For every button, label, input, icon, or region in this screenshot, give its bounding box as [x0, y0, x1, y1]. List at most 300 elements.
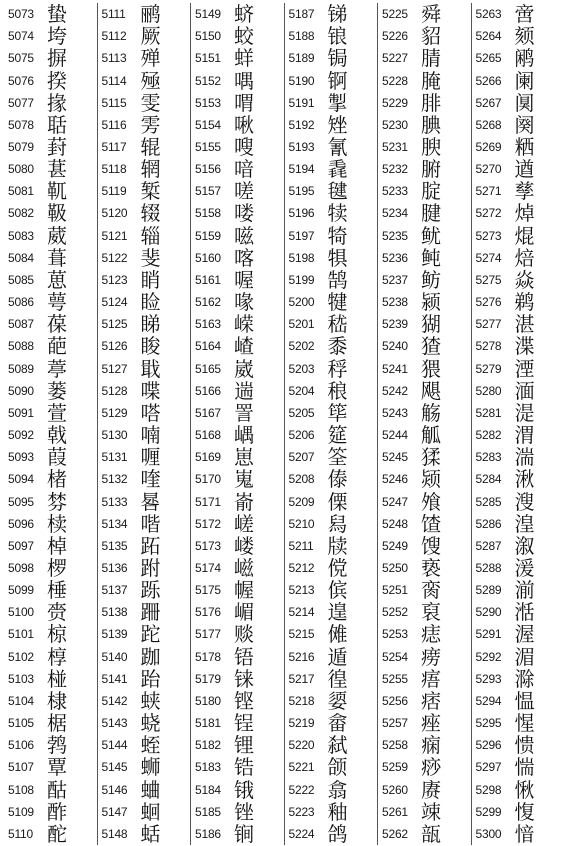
- entry-character: 裒: [421, 600, 441, 625]
- entry-character: 稃: [327, 356, 348, 381]
- entry-character: 椁: [47, 644, 67, 669]
- entry-number: 5184: [195, 782, 221, 797]
- entry-number: 5098: [8, 560, 34, 575]
- entry-character: 腑: [421, 157, 441, 182]
- list-item: [382, 823, 471, 845]
- entry-number: 5270: [475, 162, 502, 177]
- entry-number: 5220: [288, 738, 315, 753]
- entry-character: 腚: [421, 179, 441, 204]
- entry-number: 5083: [8, 228, 34, 243]
- entry-character: 蛰: [47, 2, 67, 27]
- list-item: [195, 47, 284, 69]
- entry-character: 湟: [514, 511, 535, 536]
- entry-character: 跎: [140, 622, 161, 647]
- list-item: [289, 690, 378, 712]
- entry-character: 掣: [327, 90, 348, 115]
- list-item: [382, 756, 471, 778]
- entry-number: 5079: [8, 140, 34, 155]
- list-item: [476, 402, 565, 424]
- entry-character: 湮: [514, 356, 535, 381]
- entry-character: 舄: [327, 511, 348, 536]
- entry-character: 崽: [234, 445, 254, 470]
- entry-number: 5141: [101, 671, 128, 686]
- list-item: [102, 623, 191, 645]
- entry-character: 垮: [47, 24, 67, 49]
- entry-character: 晷: [140, 489, 161, 514]
- entry-number: 5147: [101, 804, 128, 819]
- character-column: [285, 3, 379, 845]
- entry-number: 5166: [195, 383, 221, 398]
- list-item: [8, 225, 97, 247]
- entry-number: 5092: [8, 428, 34, 443]
- list-item: [476, 823, 565, 845]
- entry-character: 椋: [47, 622, 67, 647]
- entry-number: 5241: [382, 361, 408, 376]
- list-item: [476, 3, 565, 25]
- list-item: [102, 202, 191, 224]
- list-item: [476, 47, 565, 69]
- entry-character: 辎: [140, 223, 161, 248]
- entry-number: 5261: [382, 804, 408, 819]
- list-item: [8, 402, 97, 424]
- list-item: [476, 247, 565, 269]
- entry-character: 跚: [140, 600, 161, 625]
- entry-character: 傧: [327, 578, 348, 603]
- entry-number: 5248: [382, 516, 408, 531]
- entry-number: 5076: [8, 73, 34, 88]
- list-item: [289, 601, 378, 623]
- entry-character: 蛞: [140, 821, 161, 846]
- entry-character: 鱿: [421, 223, 441, 248]
- list-item: [476, 313, 565, 335]
- entry-number: 5174: [195, 560, 221, 575]
- entry-number: 5163: [195, 317, 221, 332]
- list-item: [476, 513, 565, 535]
- entry-number: 5093: [8, 450, 34, 465]
- entry-character: 矬: [327, 112, 348, 137]
- entry-character: 鹁: [47, 733, 67, 758]
- entry-character: 惺: [514, 711, 535, 736]
- entry-character: 傣: [327, 467, 348, 492]
- list-item: [476, 158, 565, 180]
- list-item: [195, 756, 284, 778]
- list-item: [8, 623, 97, 645]
- entry-character: 腴: [421, 135, 441, 160]
- entry-number: 5279: [475, 361, 502, 376]
- list-item: [102, 557, 191, 579]
- entry-character: 锂: [234, 733, 254, 758]
- entry-number: 5112: [101, 29, 127, 44]
- list-item: [195, 712, 284, 734]
- entry-character: 葺: [47, 245, 67, 270]
- entry-character: 猱: [421, 445, 441, 470]
- entry-number: 5221: [288, 760, 315, 775]
- list-item: [195, 313, 284, 335]
- list-item: [476, 668, 565, 690]
- list-item: [382, 69, 471, 91]
- entry-number: 5240: [382, 339, 408, 354]
- list-item: [102, 446, 191, 468]
- list-item: [382, 801, 471, 823]
- entry-character: 痞: [421, 688, 441, 713]
- entry-number: 5219: [288, 716, 315, 731]
- entry-number: 5176: [195, 605, 221, 620]
- list-item: [195, 778, 284, 800]
- list-item: [195, 623, 284, 645]
- entry-character: 蛳: [140, 755, 161, 780]
- entry-number: 5271: [475, 184, 502, 199]
- list-item: [8, 446, 97, 468]
- entry-number: 5294: [475, 693, 502, 708]
- entry-number: 5272: [475, 206, 502, 221]
- entry-character: 痣: [421, 622, 441, 647]
- list-item: [382, 601, 471, 623]
- entry-character: 鲀: [421, 245, 441, 270]
- entry-number: 5187: [288, 7, 315, 22]
- list-item: [476, 25, 565, 47]
- entry-character: 喀: [234, 245, 254, 270]
- entry-character: 痤: [421, 711, 441, 736]
- entry-character: 鹈: [514, 290, 535, 315]
- entry-number: 5124: [101, 295, 128, 310]
- entry-character: 喱: [140, 445, 161, 470]
- entry-number: 5208: [288, 472, 315, 487]
- entry-number: 5181: [195, 716, 221, 731]
- entry-character: 氰: [327, 135, 348, 160]
- list-item: [8, 158, 97, 180]
- entry-number: 5227: [382, 51, 408, 66]
- list-item: [195, 158, 284, 180]
- entry-character: 辍: [140, 201, 161, 226]
- entry-character: 崴: [234, 356, 254, 381]
- entry-character: 焙: [514, 245, 535, 270]
- list-item: [8, 291, 97, 313]
- entry-number: 5213: [288, 583, 315, 598]
- entry-number: 5223: [288, 804, 315, 819]
- entry-number: 5201: [288, 317, 315, 332]
- entry-number: 5229: [382, 95, 408, 110]
- entry-number: 5202: [288, 339, 315, 354]
- entry-character: 睃: [140, 334, 161, 359]
- entry-number: 5088: [8, 339, 34, 354]
- entry-character: 椟: [47, 511, 67, 536]
- list-item: [8, 579, 97, 601]
- entry-character: 翕: [327, 777, 348, 802]
- list-item: [476, 269, 565, 291]
- entry-number: 5292: [475, 649, 502, 664]
- list-item: [289, 25, 378, 47]
- entry-character: 葩: [47, 334, 67, 359]
- entry-character: 稂: [327, 378, 348, 403]
- entry-character: 掾: [47, 90, 67, 115]
- list-item: [102, 25, 191, 47]
- entry-character: 遁: [327, 644, 348, 669]
- entry-number: 5073: [8, 7, 34, 22]
- entry-character: 湲: [514, 555, 535, 580]
- entry-character: 鲂: [421, 267, 441, 292]
- entry-character: 葚: [47, 157, 67, 182]
- entry-number: 5121: [101, 228, 128, 243]
- entry-number: 5107: [8, 760, 34, 775]
- entry-number: 5096: [8, 516, 34, 531]
- entry-number: 5122: [101, 250, 128, 265]
- entry-character: 酡: [47, 821, 67, 846]
- entry-character: 喽: [234, 201, 254, 226]
- entry-number: 5128: [101, 383, 128, 398]
- entry-character: 殛: [140, 68, 161, 93]
- entry-number: 5113: [101, 51, 127, 66]
- list-item: [8, 734, 97, 756]
- entry-character: 嗞: [234, 223, 254, 248]
- entry-number: 5084: [8, 250, 34, 265]
- entry-character: 喁: [234, 68, 254, 93]
- entry-number: 5245: [382, 450, 408, 465]
- entry-number: 5139: [101, 627, 128, 642]
- list-item: [102, 513, 191, 535]
- entry-character: 犄: [327, 223, 348, 248]
- entry-character: 葶: [47, 356, 67, 381]
- list-item: [289, 756, 378, 778]
- list-item: [476, 358, 565, 380]
- entry-character: 詈: [234, 400, 254, 425]
- entry-number: 5077: [8, 95, 34, 110]
- list-item: [476, 380, 565, 402]
- entry-number: 5216: [288, 649, 315, 664]
- entry-character: 愔: [514, 821, 535, 846]
- entry-number: 5100: [8, 605, 34, 620]
- entry-character: 啻: [514, 2, 535, 27]
- entry-character: 筵: [327, 423, 348, 448]
- entry-number: 5185: [195, 804, 221, 819]
- list-item: [8, 25, 97, 47]
- entry-number: 5283: [475, 450, 502, 465]
- list-item: [476, 114, 565, 136]
- entry-character: 跆: [140, 666, 161, 691]
- entry-character: 酤: [47, 777, 67, 802]
- list-item: [102, 180, 191, 202]
- list-item: [8, 380, 97, 402]
- list-item: [289, 801, 378, 823]
- entry-character: 锕: [327, 68, 348, 93]
- entry-number: 5168: [195, 428, 221, 443]
- list-item: [476, 136, 565, 158]
- entry-character: 摒: [47, 46, 67, 71]
- entry-number: 5155: [195, 140, 221, 155]
- entry-character: 愠: [514, 688, 535, 713]
- entry-number: 5160: [195, 250, 221, 265]
- list-item: [289, 424, 378, 446]
- entry-number: 5275: [475, 272, 502, 287]
- list-item: [382, 3, 471, 25]
- entry-character: 嵛: [234, 489, 254, 514]
- entry-number: 5207: [288, 450, 315, 465]
- entry-number: 5200: [288, 295, 315, 310]
- entry-character: 痦: [421, 666, 441, 691]
- entry-character: 嗖: [234, 135, 254, 160]
- list-item: [102, 424, 191, 446]
- entry-character: 揆: [47, 68, 67, 93]
- list-item: [102, 136, 191, 158]
- entry-number: 5297: [475, 760, 502, 775]
- list-item: [289, 734, 378, 756]
- entry-number: 5298: [475, 782, 502, 797]
- list-item: [289, 668, 378, 690]
- list-item: [382, 114, 471, 136]
- entry-number: 5263: [475, 7, 502, 22]
- entry-number: 5152: [195, 73, 221, 88]
- entry-number: 5104: [8, 693, 34, 708]
- entry-character: 睄: [140, 267, 161, 292]
- entry-number: 5293: [475, 671, 502, 686]
- entry-character: 葆: [47, 312, 67, 337]
- list-item: [289, 202, 378, 224]
- entry-number: 5143: [101, 716, 128, 731]
- character-table: [8, 3, 564, 845]
- entry-number: 5193: [288, 140, 315, 155]
- entry-number: 5114: [101, 73, 127, 88]
- list-item: [195, 668, 284, 690]
- list-item: [8, 468, 97, 490]
- list-item: [476, 623, 565, 645]
- entry-character: 猹: [421, 334, 441, 359]
- entry-character: 蛟: [234, 24, 254, 49]
- entry-character: 惴: [514, 755, 535, 780]
- list-item: [195, 269, 284, 291]
- list-item: [195, 247, 284, 269]
- entry-number: 5165: [195, 361, 221, 376]
- entry-character: 椐: [47, 711, 67, 736]
- entry-number: 5125: [101, 317, 128, 332]
- entry-number: 5276: [475, 295, 502, 310]
- entry-character: 湫: [514, 467, 535, 492]
- entry-number: 5142: [101, 693, 128, 708]
- list-item: [8, 69, 97, 91]
- entry-number: 5299: [475, 804, 502, 819]
- entry-character: 痨: [421, 644, 441, 669]
- entry-number: 5154: [195, 117, 221, 132]
- list-item: [289, 291, 378, 313]
- list-item: [289, 579, 378, 601]
- entry-character: 孳: [514, 179, 535, 204]
- entry-number: 5106: [8, 738, 34, 753]
- list-item: [102, 778, 191, 800]
- entry-number: 5253: [382, 627, 408, 642]
- entry-character: 畲: [327, 711, 348, 736]
- list-item: [195, 335, 284, 357]
- entry-character: 腈: [421, 46, 441, 71]
- list-item: [476, 180, 565, 202]
- list-item: [382, 335, 471, 357]
- entry-number: 5127: [101, 361, 128, 376]
- list-item: [102, 114, 191, 136]
- list-item: [102, 756, 191, 778]
- entry-character: 辋: [140, 157, 161, 182]
- entry-number: 5117: [101, 140, 127, 155]
- entry-number: 5074: [8, 29, 34, 44]
- entry-number: 5151: [195, 51, 221, 66]
- list-item: [289, 513, 378, 535]
- entry-character: 葳: [47, 223, 67, 248]
- list-item: [382, 402, 471, 424]
- entry-number: 5231: [382, 140, 408, 155]
- list-item: [8, 47, 97, 69]
- list-item: [382, 690, 471, 712]
- entry-character: 阑: [514, 68, 535, 93]
- list-item: [476, 778, 565, 800]
- list-item: [382, 247, 471, 269]
- list-item: [195, 801, 284, 823]
- list-item: [102, 646, 191, 668]
- entry-character: 赓: [421, 777, 441, 802]
- entry-character: 靰: [47, 179, 67, 204]
- list-item: [195, 535, 284, 557]
- entry-number: 5274: [475, 250, 502, 265]
- entry-number: 5197: [288, 228, 315, 243]
- list-item: [195, 180, 284, 202]
- entry-character: 滁: [514, 666, 535, 691]
- entry-number: 5251: [382, 583, 408, 598]
- entry-character: 竦: [421, 799, 441, 824]
- list-item: [476, 468, 565, 490]
- entry-character: 傥: [327, 555, 348, 580]
- entry-number: 5171: [195, 494, 221, 509]
- entry-character: 椪: [47, 666, 67, 691]
- list-item: [195, 646, 284, 668]
- entry-character: 釉: [327, 799, 348, 824]
- entry-character: 鹇: [514, 46, 535, 71]
- entry-number: 5175: [195, 583, 221, 598]
- list-item: [102, 402, 191, 424]
- list-item: [195, 734, 284, 756]
- list-item: [476, 756, 565, 778]
- list-item: [102, 801, 191, 823]
- entry-number: 5144: [101, 738, 128, 753]
- list-item: [195, 225, 284, 247]
- entry-character: 鹄: [327, 267, 348, 292]
- list-item: [382, 646, 471, 668]
- list-item: [476, 69, 565, 91]
- list-item: [195, 490, 284, 512]
- entry-number: 5226: [382, 29, 408, 44]
- list-item: [476, 579, 565, 601]
- entry-character: 飧: [421, 489, 441, 514]
- entry-number: 5158: [195, 206, 221, 221]
- entry-character: 厥: [140, 24, 161, 49]
- entry-number: 5222: [288, 782, 315, 797]
- list-item: [476, 446, 565, 468]
- entry-character: 焯: [514, 201, 535, 226]
- list-item: [289, 225, 378, 247]
- entry-character: 喈: [140, 511, 161, 536]
- entry-character: 赍: [47, 600, 67, 625]
- list-item: [195, 202, 284, 224]
- list-item: [102, 712, 191, 734]
- entry-character: 痧: [421, 755, 441, 780]
- entry-number: 5082: [8, 206, 34, 221]
- entry-number: 5215: [288, 627, 315, 642]
- list-item: [289, 247, 378, 269]
- entry-number: 5243: [382, 405, 408, 420]
- character-column: [191, 3, 285, 845]
- list-item: [382, 136, 471, 158]
- entry-character: 蛘: [234, 46, 254, 71]
- entry-character: 犍: [327, 290, 348, 315]
- entry-character: 筚: [327, 400, 348, 425]
- entry-number: 5123: [101, 272, 128, 287]
- list-item: [289, 402, 378, 424]
- entry-number: 5282: [475, 428, 502, 443]
- list-item: [102, 69, 191, 91]
